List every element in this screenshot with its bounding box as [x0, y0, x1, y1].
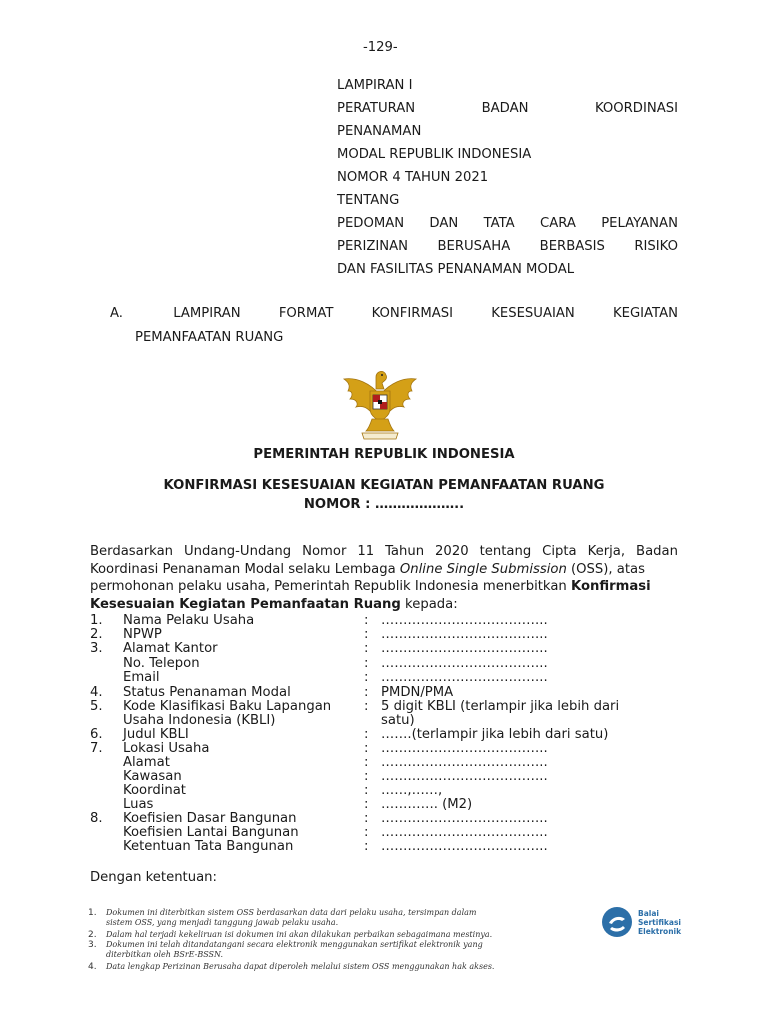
logo-line: Balai — [638, 909, 659, 918]
field-colon: : — [364, 699, 369, 714]
field-number: 4. — [90, 685, 103, 700]
word: KONFIRMASI — [371, 306, 454, 321]
word: 2020 — [435, 544, 469, 559]
field-label: Lokasi Usaha — [123, 741, 210, 756]
lampiran-line-9: DAN FASILITAS PENANAMAN MODAL — [337, 262, 575, 277]
field-label: Usaha Indonesia (KBLI) — [123, 713, 276, 728]
field-number: 3. — [90, 641, 103, 656]
document-title: KONFIRMASI KESESUAIAN KEGIATAN PEMANFAATAN RUANG — [163, 478, 605, 493]
field-colon: : — [364, 783, 369, 798]
text: Koordinasi Penanaman Modal selaku Lembaga — [90, 561, 400, 577]
word: Tahun — [385, 544, 425, 559]
bsre-logo-text — [638, 909, 681, 936]
field-label: NPWP — [123, 627, 162, 642]
field-row — [90, 742, 690, 756]
lampiran-line-8 — [337, 239, 678, 254]
text: (OSS), atas — [566, 561, 646, 577]
field-row — [90, 784, 690, 798]
field-row — [90, 826, 690, 840]
field-number: 8. — [90, 811, 103, 826]
field-colon: : — [364, 741, 369, 756]
field-number: 1. — [90, 613, 103, 628]
field-label: Koefisien Dasar Bangunan — [123, 811, 297, 826]
word: Berdasarkan — [90, 544, 174, 559]
field-number: 6. — [90, 727, 103, 742]
field-colon: : — [364, 797, 369, 812]
field-label: Koordinat — [123, 783, 186, 798]
field-colon: : — [364, 839, 369, 854]
field-value: ……………………………….. — [381, 769, 548, 784]
field-value: …………. (M2) — [381, 797, 473, 812]
field-colon: : — [364, 825, 369, 840]
footnote-text: diterbitkan oleh BSrE-BSSN. — [106, 950, 224, 959]
word: CARA — [539, 216, 576, 231]
footnote-number: 1. — [88, 908, 97, 918]
field-label: Kawasan — [123, 769, 182, 784]
field-label: Nama Pelaku Usaha — [123, 613, 255, 628]
word: Badan — [636, 544, 678, 559]
word: BADAN — [481, 101, 529, 116]
field-row — [90, 714, 690, 728]
field-label: No. Telepon — [123, 656, 200, 671]
lampiran-line-1: LAMPIRAN I — [337, 78, 413, 93]
field-label: Alamat Kantor — [123, 641, 218, 656]
field-value: ……………………………….. — [381, 811, 548, 826]
document-number: NOMOR : ……………….. — [303, 497, 465, 512]
dengan-ketentuan: Dengan ketentuan: — [90, 870, 217, 885]
lampiran-line-3: PENANAMAN — [337, 124, 422, 139]
field-value: ……………………………….. — [381, 656, 548, 671]
text: kepada: — [400, 596, 458, 612]
footnote-number: 2. — [88, 930, 97, 940]
field-number: 7. — [90, 741, 103, 756]
word: KEGIATAN — [612, 306, 678, 321]
field-label: Email — [123, 670, 160, 685]
field-value: ……………………………….. — [381, 627, 548, 642]
section-a-title — [110, 306, 678, 345]
footnote-text: Dokumen ini telah ditandatangani secara elektronik menggunakan sertifikat elektronik yang — [106, 940, 483, 949]
field-row — [90, 798, 690, 812]
word: PERATURAN — [337, 101, 416, 116]
field-colon: : — [364, 670, 369, 685]
word: tentang — [479, 544, 532, 559]
page-number: -129- — [363, 40, 398, 55]
word: PERIZINAN — [337, 239, 409, 254]
bsre-logo — [600, 905, 690, 941]
government-heading: PEMERINTAH REPUBLIK INDONESIA — [253, 447, 515, 462]
field-colon: : — [364, 685, 369, 700]
field-value: ……,……, — [381, 783, 443, 798]
field-value: ……………………………….. — [381, 825, 548, 840]
field-label: Judul KBLI — [123, 727, 189, 742]
field-row — [90, 728, 690, 742]
field-label: Koefisien Lantai Bangunan — [123, 825, 299, 840]
word: Kerja, — [587, 544, 626, 559]
word: BERUSAHA — [437, 239, 511, 254]
word: PEDOMAN — [337, 216, 405, 231]
footnote-text: Data lengkap Perizinan Berusaha dapat diperoleh melalui sistem OSS menggunakan hak akses. — [106, 962, 495, 971]
word: BERBASIS — [539, 239, 605, 254]
field-row — [90, 614, 690, 628]
field-colon: : — [364, 769, 369, 784]
field-colon: : — [364, 613, 369, 628]
text: permohonan pelaku usaha, Pemerintah Republik Indonesia menerbitkan — [90, 579, 571, 594]
word: TATA — [483, 216, 515, 231]
section-a-line-2: PEMANFAATAN RUANG — [135, 330, 284, 345]
lampiran-line-2 — [337, 101, 678, 116]
intro-line-2 — [90, 561, 678, 579]
word: KOORDINASI — [594, 101, 678, 116]
lampiran-line-4: MODAL REPUBLIK INDONESIA — [337, 147, 532, 162]
footnote-text: sistem OSS, yang menjadi tanggung jawab pelaku usaha. — [106, 918, 339, 927]
field-colon: : — [364, 656, 369, 671]
field-value: …….(terlampir jika lebih dari satu) — [381, 727, 609, 742]
field-label: Kode Klasifikasi Baku Lapangan — [123, 699, 332, 714]
field-number: 5. — [90, 699, 103, 714]
word: KESESUAIAN — [491, 306, 575, 321]
field-colon: : — [364, 627, 369, 642]
field-row — [90, 686, 690, 700]
field-colon: : — [364, 641, 369, 656]
logo-line: Sertifikasi — [638, 918, 681, 927]
field-value: ……………………………….. — [381, 741, 548, 756]
field-value: 5 digit KBLI (terlampir jika lebih dari — [381, 699, 620, 714]
field-row — [90, 657, 690, 671]
word: DAN — [429, 216, 459, 231]
footnote-number: 3. — [88, 940, 97, 950]
intro-line-1 — [90, 543, 678, 561]
bsre-emblem-icon — [600, 905, 634, 939]
footnote-text: Dalam hal terjadi kekeliruan isi dokumen ini akan dilakukan perbaikan sebagaimana mestinya. — [106, 930, 493, 939]
word: Cipta — [542, 544, 577, 559]
bold-term: Konfirmasi — [570, 579, 651, 594]
field-row — [90, 756, 690, 770]
oss-term: Online Single Submission — [399, 561, 567, 577]
field-label: Ketentuan Tata Bangunan — [123, 839, 294, 854]
word: Undang-Undang — [183, 544, 292, 559]
lampiran-line-5: NOMOR 4 TAHUN 2021 — [337, 170, 489, 185]
field-row — [90, 812, 690, 826]
field-colon: : — [364, 811, 369, 826]
field-row — [90, 840, 690, 854]
field-number: 2. — [90, 627, 103, 642]
word: PELAYANAN — [601, 216, 678, 231]
logo-line: Elektronik — [638, 927, 682, 936]
field-row — [90, 700, 690, 714]
field-label: Alamat — [123, 755, 170, 770]
field-label: Luas — [123, 797, 154, 812]
word: 11 — [357, 544, 375, 559]
field-row — [90, 628, 690, 642]
field-row — [90, 770, 690, 784]
lampiran-line-7 — [337, 216, 678, 231]
bold-term: Kesesuaian Kegiatan Pemanfaatan Ruang — [90, 596, 401, 612]
field-colon: : — [364, 755, 369, 770]
field-value: satu) — [381, 713, 415, 728]
word: RISIKO — [634, 239, 678, 254]
garuda-pancasila-emblem-icon — [340, 365, 420, 445]
field-row — [90, 671, 690, 685]
intro-paragraph — [90, 543, 678, 613]
footnote-text: Dokumen ini diterbitkan sistem OSS berdasarkan data dari pelaku usaha, tersimpan dalam — [106, 908, 477, 917]
field-row — [90, 642, 690, 656]
field-value: ……………………………….. — [381, 839, 548, 854]
field-colon: : — [364, 727, 369, 742]
intro-line-3 — [90, 578, 678, 596]
field-label: Status Penanaman Modal — [123, 685, 291, 700]
field-value: ……………………………….. — [381, 670, 548, 685]
word: Nomor — [302, 544, 347, 559]
word: FORMAT — [278, 306, 334, 321]
field-value: ……………………………….. — [381, 755, 548, 770]
footnote-number: 4. — [88, 962, 97, 972]
lampiran-line-6: TENTANG — [337, 193, 400, 208]
field-value: ……………………………….. — [381, 613, 548, 628]
intro-line-4 — [90, 596, 678, 614]
word: LAMPIRAN — [173, 306, 241, 321]
field-value: ……………………………….. — [381, 641, 548, 656]
section-a-line-1: A. LAMPIRAN FORMAT KONFIRMASI KESESUAIAN KEGIATAN — [110, 306, 678, 321]
field-value: PMDN/PMA — [381, 685, 454, 700]
